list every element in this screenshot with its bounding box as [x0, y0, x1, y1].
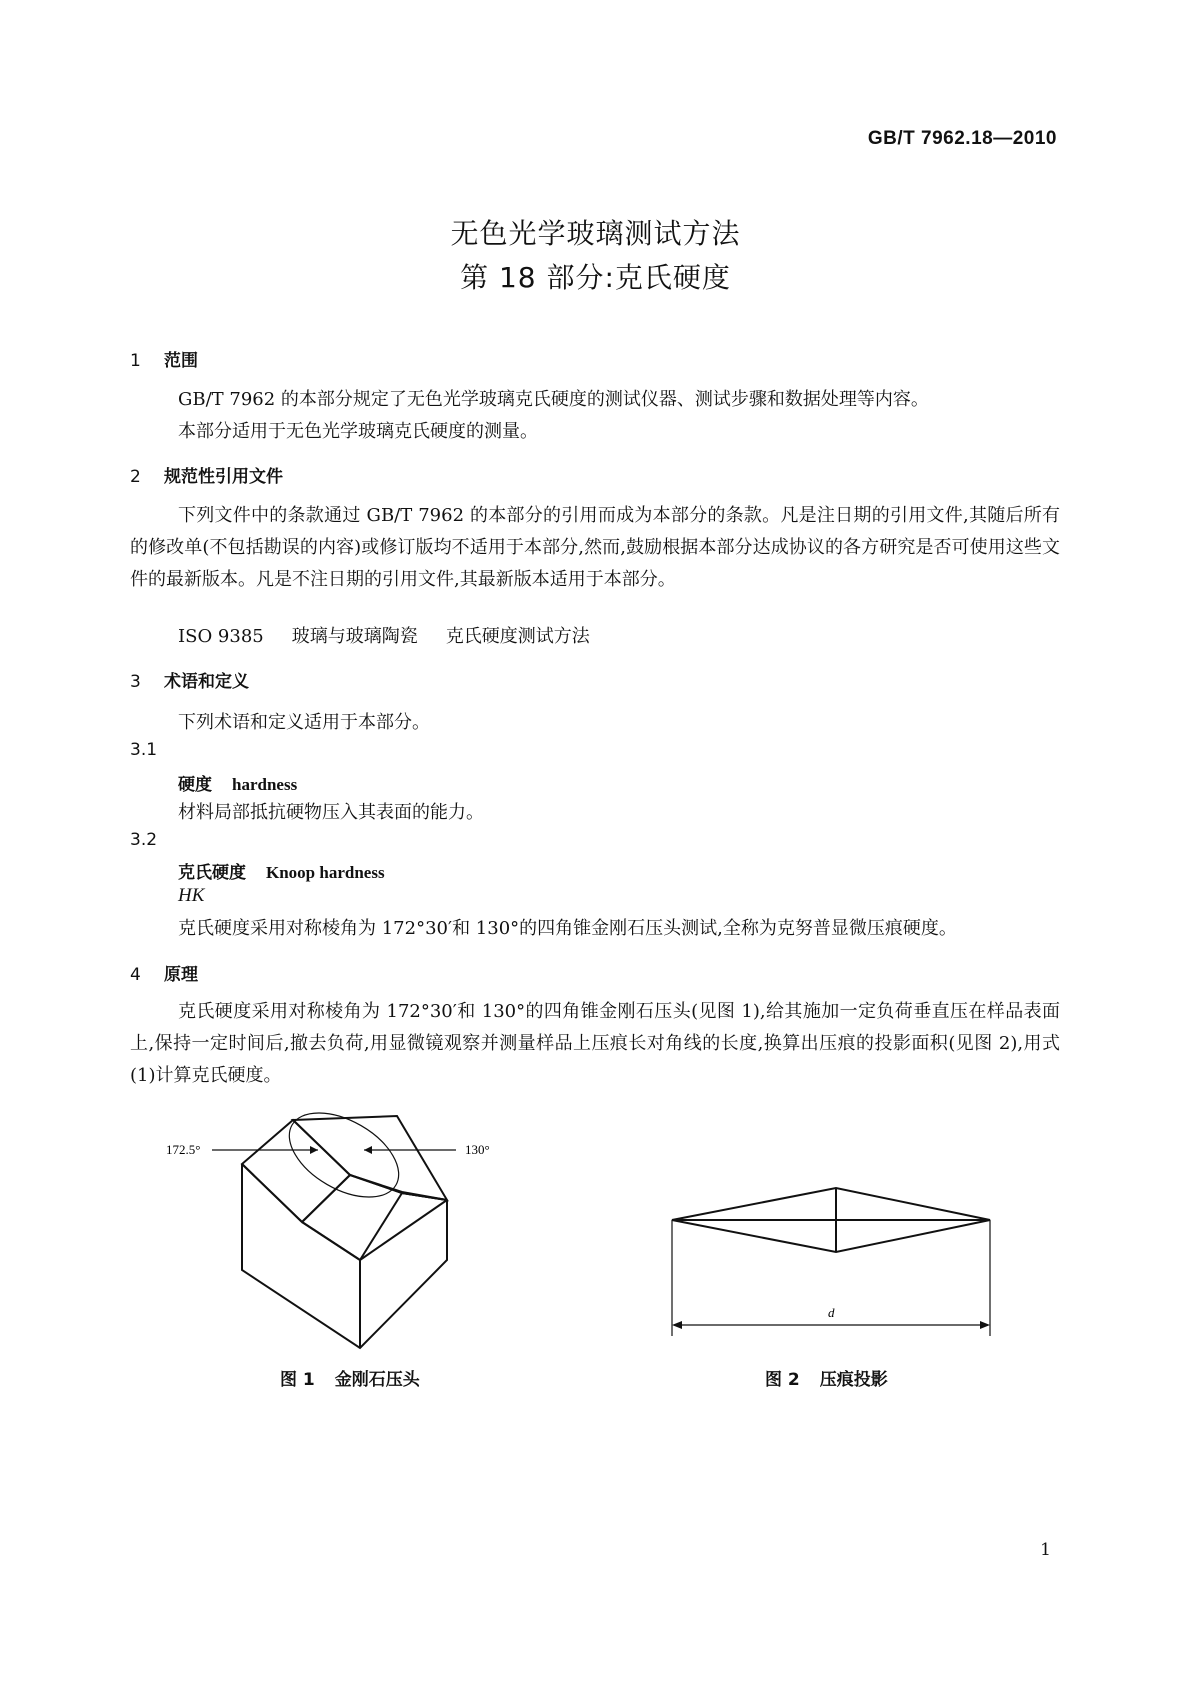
section-3-intro: 下列术语和定义适用于本部分。	[178, 712, 430, 733]
arrow-left	[310, 1146, 318, 1154]
reference-title-part-b: 克氏硬度测试方法	[445, 626, 590, 647]
term-3-2-symbol: HK	[178, 885, 205, 906]
section-4-paragraph-1: 克氏硬度采用对称棱角为 172°30′和 130°的四角锥金刚石压头(见图 1),给其施加一定负荷垂直压在样品表面上,保持一定时间后,撤去负荷,用显微镜观察并测量样品上压痕长对角线的长度,换算出压痕的投影面积(见图 2),用式(1)计算克氏硬度。	[130, 1001, 1060, 1086]
document-title-line1: 无色光学玻璃测试方法	[450, 217, 741, 250]
indenter-top-face	[293, 1116, 447, 1200]
term-english: Knoop hardness	[266, 863, 385, 882]
section-title: 范围	[164, 351, 198, 371]
figure-label: 图 2	[765, 1370, 800, 1390]
dimension-arrow-left	[672, 1321, 682, 1329]
dimension-arrow-right	[980, 1321, 990, 1329]
normative-reference	[178, 622, 590, 648]
section-number: 3	[130, 672, 141, 692]
section-1-paragraph-1: GB/T 7962 的本部分规定了无色光学玻璃克氏硬度的测试仪器、测试步骤和数据处理等内容。	[178, 389, 929, 410]
term-3-2	[178, 858, 385, 883]
term-3-1-number: 3.1	[130, 740, 158, 760]
angle-172-label: 172.5°	[166, 1142, 201, 1157]
reference-code: ISO 9385	[178, 626, 264, 647]
section-number: 2	[130, 467, 141, 487]
figure-title: 压痕投影	[819, 1370, 888, 1390]
page-number: 1	[1040, 1540, 1051, 1560]
standard-code: GB/T 7962.18—2010	[867, 128, 1057, 149]
section-title: 规范性引用文件	[164, 467, 283, 487]
dimension-label: d	[828, 1305, 835, 1320]
section-1-heading	[130, 346, 198, 371]
term-chinese: 硬度	[178, 775, 212, 795]
reference-title-part-a: 玻璃与玻璃陶瓷	[291, 626, 418, 647]
figure-1-diamond-indenter	[160, 1100, 560, 1370]
figure-2-indentation-projection	[670, 1180, 1000, 1360]
term-3-1-definition: 材料局部抵抗硬物压入其表面的能力。	[178, 802, 484, 823]
figure-2-caption	[765, 1365, 888, 1390]
figure-1-caption	[280, 1365, 420, 1390]
indenter-left-upper-face	[242, 1120, 350, 1222]
term-3-2-definition: 克氏硬度采用对称棱角为 172°30′和 130°的四角锥金刚石压头测试,全称为克努普显微压痕硬度。	[178, 918, 957, 939]
term-3-1	[178, 770, 297, 795]
section-title: 原理	[164, 965, 198, 985]
term-chinese: 克氏硬度	[178, 863, 246, 883]
document-title-line2: 第 18 部分:克氏硬度	[460, 261, 731, 294]
term-english: hardness	[232, 775, 298, 794]
section-title: 术语和定义	[164, 672, 249, 692]
section-number: 4	[130, 965, 141, 985]
figure-title: 金刚石压头	[334, 1370, 420, 1390]
section-number: 1	[130, 351, 141, 371]
section-2-paragraph-1: 下列文件中的条款通过 GB/T 7962 的本部分的引用而成为本部分的条款。凡是注日期的引用文件,其随后所有的修改单(不包括勘误的内容)或修订版均不适用于本部分,然而,鼓励根据本部分达成协议的各方研究是否可使用这些文件的最新版本。凡是不注日期的引用文件,其最新版本适用于本部分。	[130, 505, 1060, 590]
angle-130-label: 130°	[465, 1142, 490, 1157]
section-1-paragraph-2: 本部分适用于无色光学玻璃克氏硬度的测量。	[178, 421, 538, 442]
arrow-right	[364, 1146, 372, 1154]
section-4-heading	[130, 960, 198, 985]
section-2-heading	[130, 462, 283, 487]
figure-label: 图 1	[280, 1370, 315, 1390]
section-3-heading	[130, 667, 249, 692]
indenter-body-outline	[242, 1164, 447, 1348]
term-3-2-number: 3.2	[130, 830, 158, 850]
